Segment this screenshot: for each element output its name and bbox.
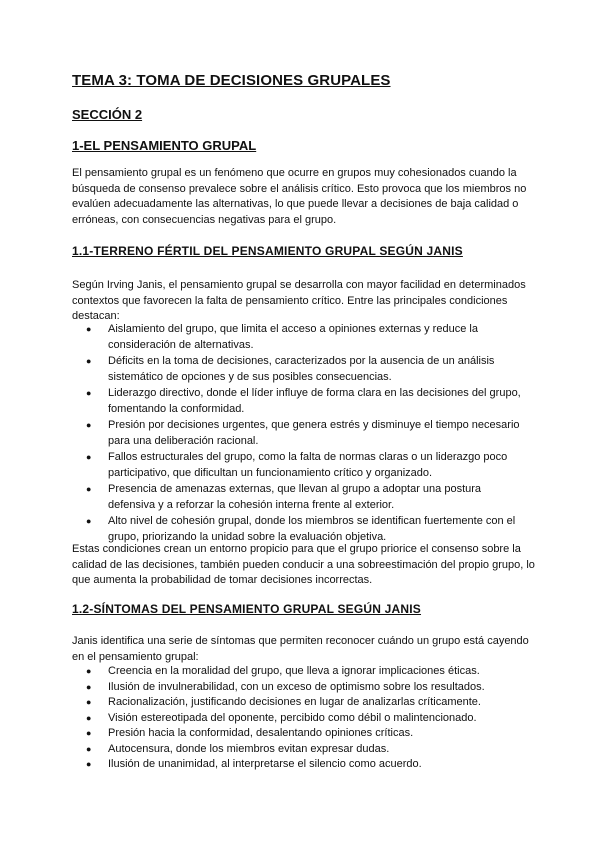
list-item: ● Alto nivel de cohesión grupal, donde los miembros se identifican fuertemente con el grupo, priorizando la unidad sobre la evaluación objetiva. [84,514,524,545]
list-item: ● Ilusión de invulnerabilidad, con un exceso de optimismo sobre los resultados. [84,680,524,696]
condiciones-list [84,322,524,546]
subsection-heading-sintomas: 1.2-SÍNTOMAS DEL PENSAMIENTO GRUPAL SEGÚN JANIS [72,602,422,616]
subsection-heading-terreno: 1.1-TERRENO FÉRTIL DEL PENSAMIENTO GRUPAL SEGÚN JANIS [72,244,463,258]
terreno-intro-paragraph: Según Irving Janis, el pensamiento grupal se desarrolla con mayor facilidad en determinados contextos que favorecen la falta de pensamiento crítico. Entre las principales condiciones destacan: [72,279,526,322]
list-item: ● Liderazgo directivo, donde el líder influye de forma clara en las decisiones del grupo, fomentando la conformidad. [84,386,524,417]
list-item: ● Ilusión de unanimidad, al interpretarse el silencio como acuerdo. [84,757,524,773]
list-item: ● Visión estereotipada del oponente, percibido como débil o malintencionado. [84,711,524,727]
heading-pensamiento-grupal: 1-EL PENSAMIENTO GRUPAL [72,138,257,153]
list-item: ● Autocensura, donde los miembros evitan expresar dudas. [84,742,524,758]
list-item: ● Aislamiento del grupo, que limita el acceso a opiniones externas y reduce la consideración de alternativas. [84,322,524,353]
terreno-closing-paragraph: Estas condiciones crean un entorno propicio para que el grupo priorice el consenso sobre la calidad de las decisiones, también pueden conducir a una sobreestimación del propio grupo, lo que aumenta la probabilidad de tomar decisiones incorrectas. [72,543,535,586]
list-item: ● Déficits en la toma de decisiones, caracterizados por la ausencia de un análisis sistemático de opciones y de sus posibles consecuencias. [84,354,524,385]
list-item: ● Creencia en la moralidad del grupo, que lleva a ignorar implicaciones éticas. [84,664,524,680]
sintomas-intro-paragraph: Janis identifica una serie de síntomas que permiten reconocer cuándo un grupo está cayendo en el pensamiento grupal: [72,635,529,663]
list-item: ● Presión por decisiones urgentes, que genera estrés y disminuye el tiempo necesario para una deliberación racional. [84,418,524,449]
list-item: ● Racionalización, justificando decisiones en lugar de analizarlas críticamente. [84,695,524,711]
list-item: ● Presencia de amenazas externas, que llevan al grupo a adoptar una postura defensiva y a reforzar la cohesión interna frente al exterior. [84,482,524,513]
list-item: ● Fallos estructurales del grupo, como la falta de normas claras o un liderazgo poco participativo, que dificultan un funcionamiento crítico y organizado. [84,450,524,481]
section-heading: SECCIÓN 2 [72,107,143,122]
sintomas-list [84,664,524,773]
intro-paragraph: El pensamiento grupal es un fenómeno que ocurre en grupos muy cohesionados cuando la búsqueda de consenso prevalece sobre el análisis crítico. Esto provoca que los miembros no evalúen adecuadamente las alternativas, lo que puede llevar a decisiones de baja calidad o erróneas, con consecuencias negativas para el grupo. [72,167,527,226]
document-title: TEMA 3: TOMA DE DECISIONES GRUPALES [72,72,391,89]
list-item: ● Presión hacia la conformidad, desalentando opiniones críticas. [84,726,524,742]
